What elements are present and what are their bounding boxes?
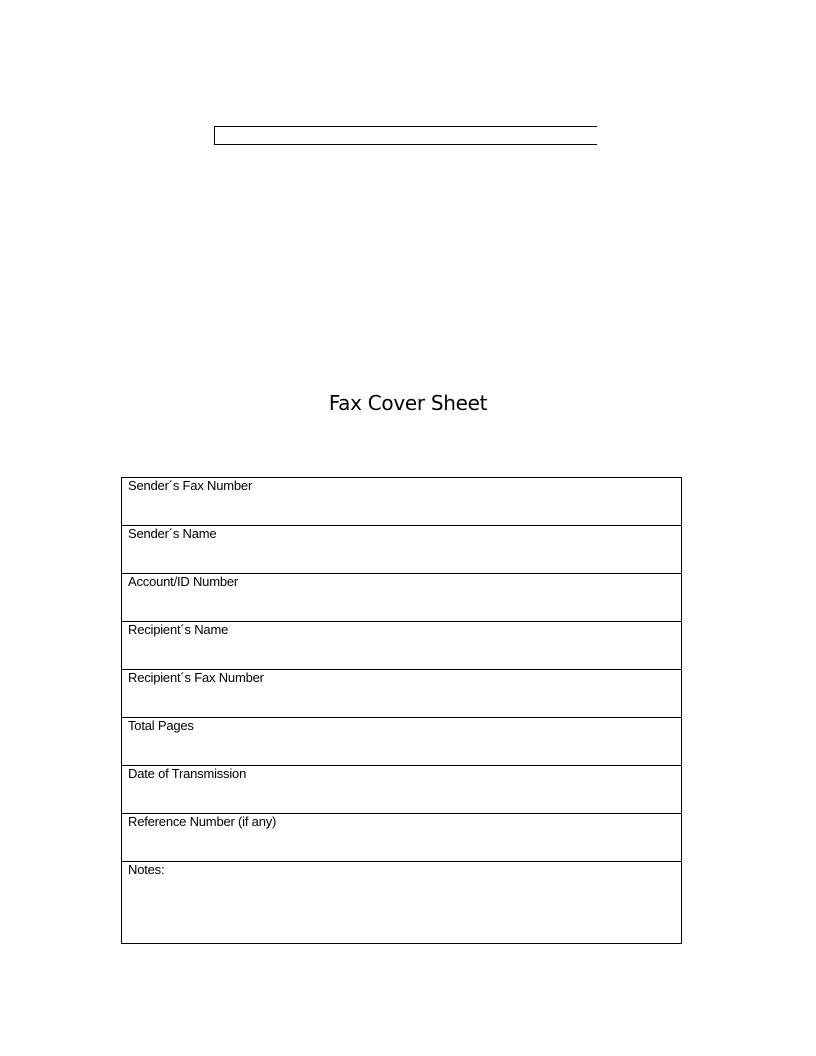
form-row-recipient-name[interactable] bbox=[122, 622, 681, 670]
field-label: Sender´s Name bbox=[128, 526, 217, 541]
field-label: Recipient´s Fax Number bbox=[128, 670, 264, 685]
field-label: Recipient´s Name bbox=[128, 622, 229, 637]
form-row-total-pages[interactable] bbox=[122, 718, 681, 766]
form-row-sender-name[interactable] bbox=[122, 526, 681, 574]
field-label: Account/ID Number bbox=[128, 574, 239, 589]
form-row-notes[interactable] bbox=[122, 862, 681, 943]
form-row-recipient-fax[interactable] bbox=[122, 670, 681, 718]
field-label: Notes: bbox=[128, 862, 165, 877]
field-label: Date of Transmission bbox=[128, 766, 247, 781]
page-title: Fax Cover Sheet bbox=[328, 391, 488, 415]
form-row-account-id[interactable] bbox=[122, 574, 681, 622]
field-label: Sender´s Fax Number bbox=[128, 478, 253, 493]
field-label: Total Pages bbox=[128, 718, 194, 733]
fax-form-table bbox=[121, 477, 682, 944]
form-row-reference[interactable] bbox=[122, 814, 681, 862]
header-box bbox=[214, 126, 597, 145]
form-row-sender-fax[interactable] bbox=[122, 478, 681, 526]
field-label: Reference Number (if any) bbox=[128, 814, 277, 829]
form-row-date[interactable] bbox=[122, 766, 681, 814]
